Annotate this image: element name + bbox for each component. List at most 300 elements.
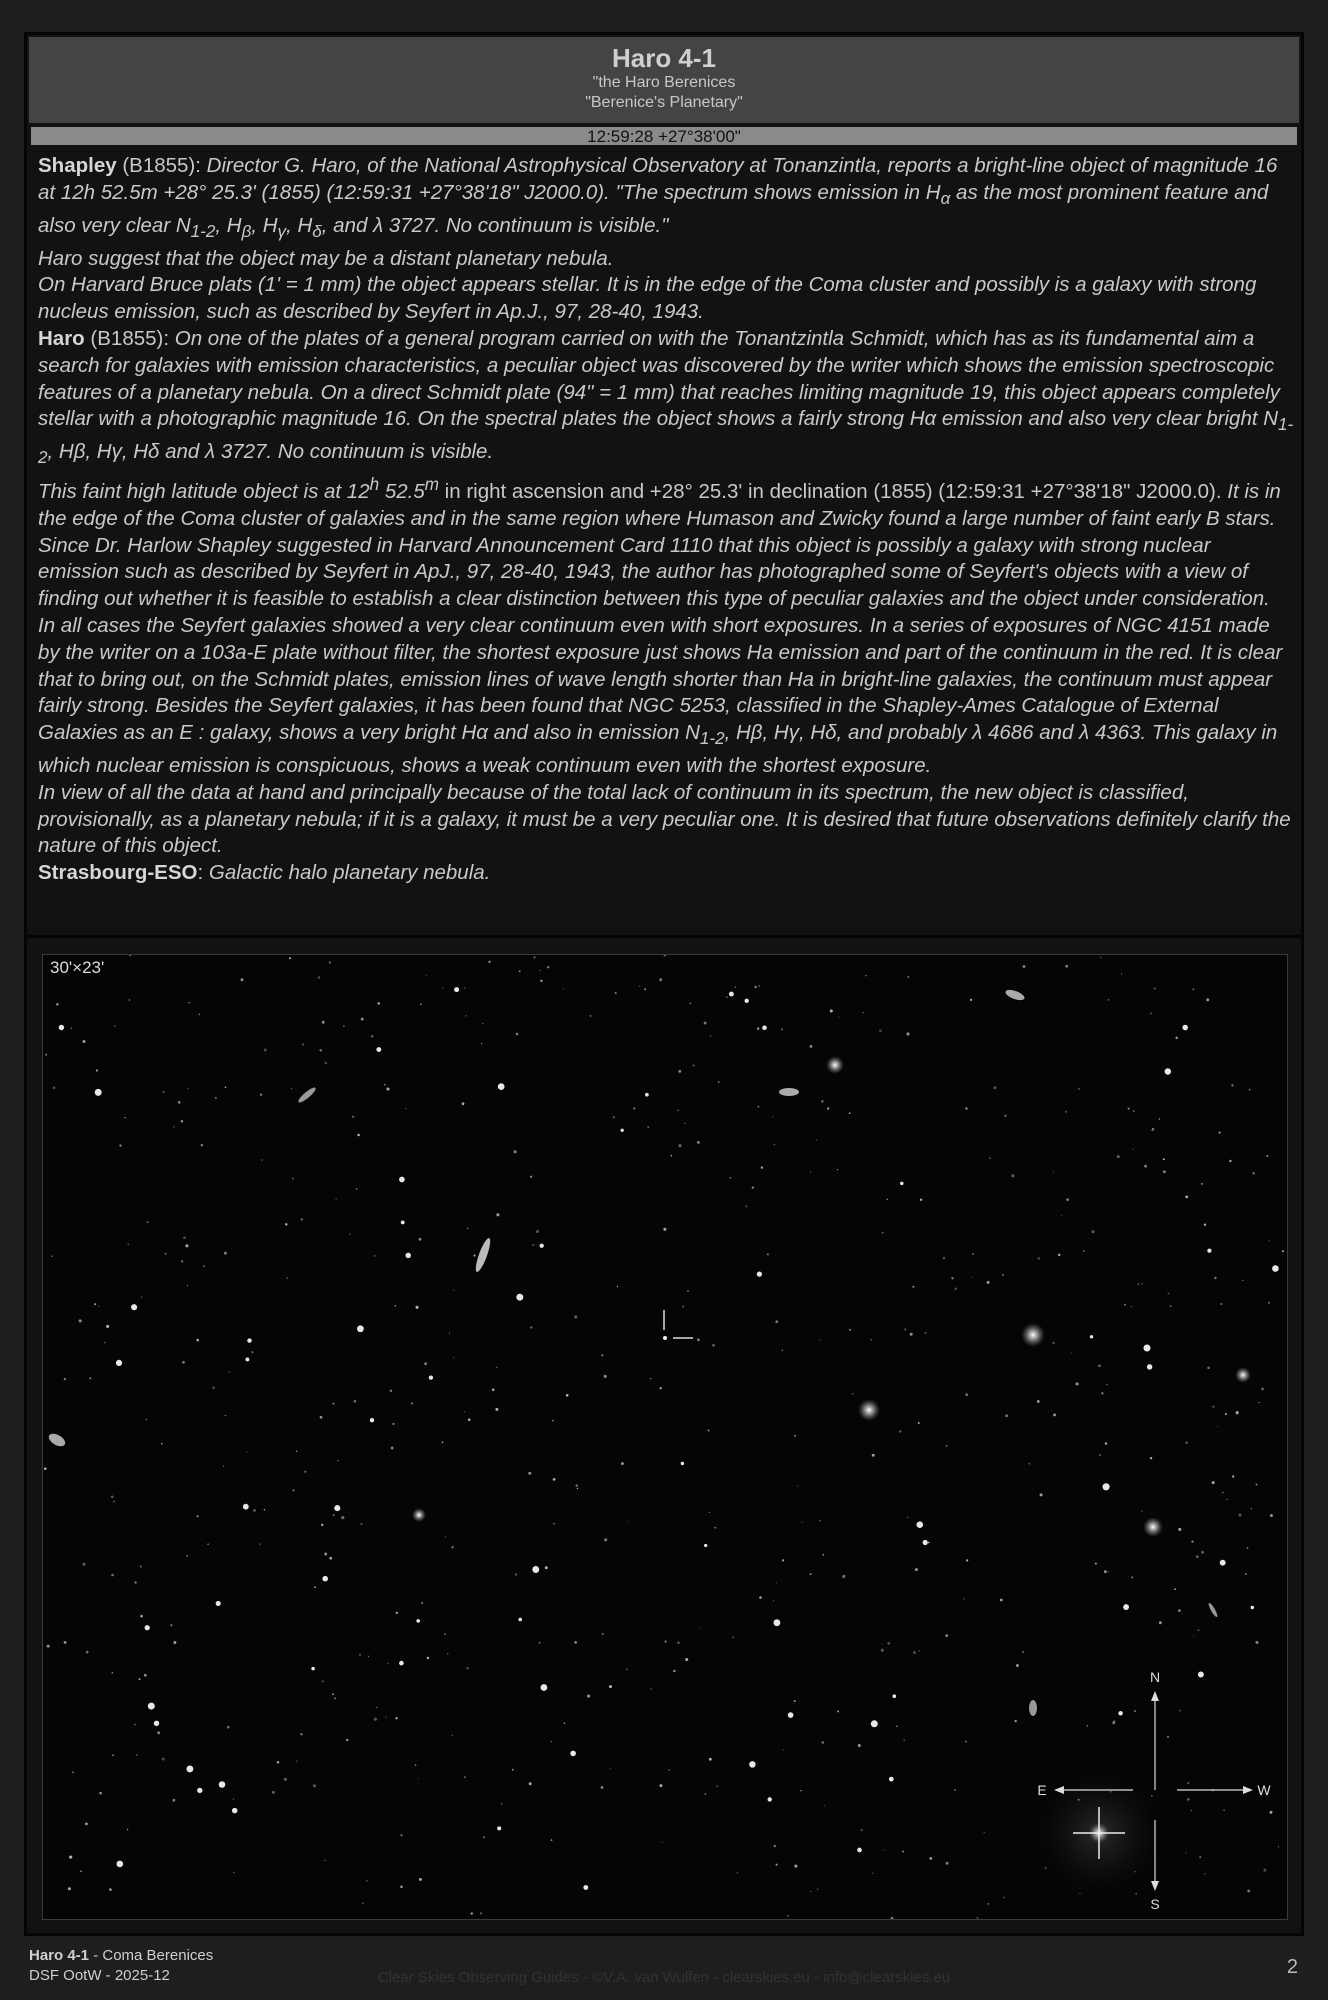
star [919, 1650, 920, 1651]
star [664, 955, 667, 956]
star [516, 1294, 523, 1301]
guide-frame [24, 32, 1304, 1936]
star [787, 1915, 788, 1916]
star [1255, 1641, 1258, 1644]
star [678, 1070, 681, 1073]
compass-south-head [1151, 1881, 1159, 1891]
star [374, 1255, 376, 1257]
star [730, 1177, 731, 1178]
star [861, 1829, 863, 1831]
star [872, 1454, 875, 1457]
compass-w-label: W [1257, 1782, 1271, 1798]
star [224, 1252, 227, 1255]
star [1152, 1128, 1154, 1130]
star [197, 1515, 199, 1517]
star [182, 1361, 185, 1364]
star [385, 1717, 386, 1718]
sub-n12: 1-2 [190, 221, 216, 241]
star [871, 1720, 878, 1727]
star [79, 1319, 82, 1322]
star [1003, 1897, 1005, 1899]
star [881, 1649, 884, 1652]
shapley-text-5: , H [286, 213, 313, 237]
galaxy [1207, 1602, 1218, 1618]
star [716, 1785, 718, 1787]
star [1199, 1856, 1201, 1858]
star [82, 1563, 85, 1566]
star [451, 1546, 454, 1549]
compass-n-label: N [1149, 1669, 1161, 1685]
star [113, 1501, 114, 1502]
star [394, 1305, 396, 1307]
footer-constellation: - Coma Berenices [89, 1947, 214, 1964]
star [1185, 1442, 1188, 1445]
star [802, 1522, 803, 1523]
star [650, 1378, 651, 1379]
sub-beta: β [241, 221, 252, 241]
star [314, 1586, 316, 1588]
star [1124, 1304, 1126, 1306]
star [1175, 1037, 1177, 1039]
star [86, 1651, 89, 1654]
star [989, 1158, 990, 1159]
star [890, 1917, 893, 1919]
star [1185, 1852, 1186, 1853]
star [882, 1232, 883, 1233]
star [186, 1555, 188, 1557]
star [1182, 1025, 1188, 1031]
star [758, 985, 760, 987]
star [44, 1467, 47, 1470]
star [119, 1144, 121, 1146]
star [1121, 973, 1122, 974]
star [540, 970, 541, 971]
star [1128, 1108, 1130, 1110]
star [685, 1658, 688, 1661]
star [633, 1107, 635, 1109]
star [377, 1002, 380, 1005]
star [232, 1808, 238, 1814]
star [292, 1489, 294, 1491]
star [289, 957, 291, 959]
star [400, 1834, 402, 1836]
star [824, 1805, 825, 1806]
star [322, 1021, 325, 1024]
star [140, 1566, 142, 1568]
star [302, 1043, 304, 1045]
star [839, 1016, 840, 1017]
star [334, 1505, 340, 1511]
star [68, 1887, 71, 1890]
star [1191, 1810, 1193, 1812]
star [465, 1015, 467, 1017]
star [1104, 1570, 1107, 1573]
star [80, 1870, 82, 1872]
star [162, 1091, 164, 1093]
star [241, 978, 244, 981]
star [185, 1244, 188, 1247]
star [1004, 1115, 1007, 1118]
star [601, 1354, 603, 1356]
star [627, 1521, 628, 1522]
star [354, 1400, 357, 1403]
star [178, 1101, 181, 1104]
compass-s-label: S [1150, 1896, 1160, 1912]
star [216, 1601, 221, 1606]
star [533, 956, 535, 958]
star [889, 1777, 894, 1782]
star [212, 1386, 215, 1389]
star [907, 976, 909, 978]
star [1141, 1510, 1143, 1512]
star [127, 1829, 128, 1830]
star [822, 1741, 825, 1744]
star [399, 1177, 405, 1183]
star [553, 1478, 556, 1481]
star [887, 1642, 890, 1645]
star [322, 1576, 328, 1582]
star [1212, 1481, 1215, 1484]
star [1201, 1551, 1204, 1554]
star [821, 1100, 823, 1102]
star [196, 1339, 199, 1342]
star [319, 1049, 322, 1052]
star [551, 1839, 553, 1841]
star [173, 1126, 174, 1127]
star [134, 1581, 136, 1583]
star [518, 1618, 522, 1622]
star [1053, 1413, 1056, 1416]
star [528, 1472, 531, 1475]
star [292, 1178, 294, 1180]
star [219, 1781, 226, 1788]
star [393, 1423, 395, 1425]
star [1232, 1475, 1234, 1477]
star [1083, 1250, 1084, 1251]
star [1220, 1303, 1222, 1305]
star [757, 1271, 762, 1276]
star [906, 1032, 909, 1035]
object-title: Haro 4-1 [611, 43, 717, 73]
star [626, 1669, 628, 1671]
star [536, 1230, 539, 1233]
shapley-text-1: Director G. Haro, of the National Astrophysical Observatory at Tonanzintla, reports a bright-line object of magnitude 16 at 12h 52.5m +28° 25.3' (1855) (12:59:31 +27°38'18" J2000.0). "The spectrum shows emission in H [38, 154, 1278, 204]
star [337, 1460, 338, 1461]
star [1076, 1382, 1079, 1385]
star [318, 976, 321, 979]
star [697, 1141, 700, 1144]
star [1118, 1711, 1123, 1716]
star [246, 1451, 247, 1452]
star [1045, 1867, 1047, 1869]
paragraph-5: This faint high latitude object is at 12$^h$ 52.5$^m$ in right ascension and +28° 25.3' in declination (1855) (12:59:31 +27°38'18" J2000.0). It is in the edge of the Coma cluster of galaxies and in the same region where Humason and Zwicky found a large number of faint early B stars. [38, 475, 1281, 530]
star-field-canvas [43, 955, 1287, 1919]
star [837, 1169, 838, 1170]
star [1087, 1725, 1089, 1727]
star [708, 1430, 710, 1432]
star [496, 1366, 498, 1368]
star [1095, 1563, 1097, 1565]
star [621, 1462, 624, 1465]
star [418, 1778, 419, 1779]
star [225, 1086, 227, 1088]
star [1098, 1364, 1101, 1367]
star [794, 1435, 796, 1437]
bright-star [1143, 1517, 1163, 1537]
star [300, 1218, 302, 1220]
star [1071, 1352, 1072, 1353]
star [1052, 1342, 1055, 1345]
star [899, 1430, 901, 1432]
star [794, 1700, 796, 1702]
star [400, 1886, 403, 1889]
star [483, 1836, 485, 1838]
star [1178, 1528, 1181, 1531]
star [496, 1213, 499, 1216]
shapley-text-6: , and λ 3727. No continuum is visible." [321, 213, 669, 237]
star [712, 1344, 715, 1347]
star [1192, 988, 1194, 990]
star [356, 1188, 358, 1190]
star [146, 1419, 148, 1421]
star [488, 961, 490, 963]
star [794, 1865, 797, 1868]
star [111, 1574, 114, 1577]
haro-ref: (B1855): [84, 326, 175, 350]
star [682, 1306, 684, 1308]
star [852, 1393, 854, 1395]
star [116, 1861, 123, 1868]
star [946, 1445, 948, 1447]
star [466, 1667, 469, 1670]
star [710, 1035, 712, 1037]
star [320, 1416, 323, 1419]
star [1133, 1110, 1134, 1111]
star [376, 1047, 381, 1052]
star [966, 1559, 968, 1561]
star [684, 1123, 685, 1124]
star [693, 1065, 695, 1067]
star [781, 1028, 783, 1030]
star [587, 1695, 590, 1698]
star [482, 1023, 483, 1024]
star [228, 1371, 230, 1373]
star [892, 1694, 896, 1698]
star [659, 1784, 662, 1787]
star [576, 1484, 578, 1486]
sub-gamma: γ [277, 221, 287, 241]
star [170, 1624, 172, 1626]
star [681, 1462, 684, 1465]
star [1065, 965, 1068, 968]
star [427, 1657, 429, 1659]
star [291, 1088, 292, 1089]
alias-2: "Berenice's Planetary" [585, 94, 743, 111]
star [849, 1112, 851, 1114]
star [918, 1422, 920, 1424]
star [1231, 1084, 1233, 1086]
star [1206, 998, 1209, 1001]
star [903, 1739, 905, 1741]
star [186, 1765, 193, 1772]
star [162, 1757, 165, 1760]
star [532, 1244, 534, 1246]
star [1135, 1893, 1137, 1895]
star [341, 1516, 344, 1519]
star [359, 1654, 361, 1656]
star [690, 1003, 691, 1004]
star [977, 1917, 979, 1919]
star [530, 1176, 532, 1178]
shapley-label: Shapley [38, 154, 117, 177]
compass-north-head [1151, 1691, 1159, 1701]
star [602, 1633, 604, 1635]
star [529, 1782, 532, 1785]
star [442, 1441, 444, 1443]
star [1174, 1588, 1176, 1590]
star [247, 1338, 251, 1342]
star [464, 1776, 466, 1778]
star [1178, 1609, 1181, 1612]
star [776, 1864, 778, 1866]
star [732, 1636, 734, 1638]
star [1165, 1068, 1171, 1074]
haro-label: Haro [38, 326, 85, 350]
star [140, 1615, 143, 1618]
star [726, 996, 728, 998]
star [820, 1340, 821, 1341]
star [71, 1028, 72, 1029]
star [201, 1144, 204, 1147]
star [1002, 1274, 1004, 1276]
bright-star [1235, 1367, 1251, 1383]
footer-object: Haro 4-1 [29, 1947, 90, 1964]
star [251, 1351, 254, 1354]
star [1225, 1413, 1227, 1415]
star [286, 1277, 287, 1278]
star [1061, 1215, 1062, 1216]
star [1217, 1426, 1218, 1427]
star [264, 1049, 267, 1052]
star [421, 1602, 423, 1604]
star [610, 1768, 611, 1769]
star [772, 1116, 773, 1117]
star [993, 1086, 996, 1089]
star [304, 1471, 306, 1473]
star [574, 1641, 577, 1644]
star [481, 1043, 482, 1044]
star [1106, 1384, 1108, 1386]
star [59, 1025, 64, 1030]
star [910, 1333, 913, 1336]
star [746, 1205, 748, 1207]
star [1193, 1636, 1194, 1637]
star [1238, 1513, 1241, 1516]
star [512, 1769, 514, 1771]
star [419, 1878, 422, 1881]
star [1040, 1493, 1043, 1496]
star [775, 1320, 778, 1323]
star [668, 1769, 670, 1771]
star [1138, 1283, 1139, 1284]
star [1270, 1811, 1273, 1814]
star [173, 1799, 176, 1802]
star [545, 1566, 548, 1569]
star [233, 1872, 234, 1873]
star [473, 1255, 475, 1257]
star [1198, 1672, 1204, 1678]
star [324, 1062, 327, 1065]
star [106, 1325, 109, 1328]
star [1212, 1406, 1214, 1408]
star [154, 1721, 159, 1726]
star [697, 1338, 700, 1341]
star [1163, 1158, 1165, 1160]
star [663, 1228, 666, 1231]
star [1103, 1483, 1110, 1490]
star [1065, 1111, 1067, 1113]
star [987, 1281, 990, 1284]
star [737, 1872, 739, 1874]
star [227, 1726, 230, 1729]
star [376, 1707, 378, 1709]
shapley-text-2: as the most prominent feature and also very clear N [38, 180, 1269, 237]
star [332, 1403, 334, 1405]
star [810, 1045, 813, 1048]
star [333, 1514, 335, 1516]
star [621, 1129, 624, 1132]
galaxy [779, 1088, 799, 1096]
star [368, 1656, 369, 1657]
star [82, 1040, 85, 1043]
star [96, 1069, 98, 1071]
star [233, 1798, 235, 1800]
star [114, 1025, 116, 1027]
star [277, 1761, 280, 1764]
star [346, 1739, 348, 1741]
star [161, 1443, 163, 1445]
star [1113, 1721, 1115, 1723]
star [334, 1697, 336, 1699]
star [574, 1315, 577, 1318]
star [260, 1094, 262, 1096]
star [987, 1903, 989, 1905]
star [374, 1718, 377, 1721]
star [361, 1018, 364, 1021]
star [419, 1238, 422, 1241]
star [1147, 1364, 1152, 1369]
star [1247, 1547, 1249, 1549]
star [819, 1520, 820, 1521]
star [1023, 965, 1026, 968]
star [662, 1842, 663, 1843]
star [782, 1559, 784, 1561]
star [1272, 1265, 1279, 1272]
star [405, 1108, 406, 1109]
star [336, 1198, 337, 1199]
star [902, 1851, 904, 1853]
star [131, 1304, 137, 1310]
star [173, 1641, 176, 1644]
haro-4-1-target [663, 1336, 667, 1340]
star [943, 1257, 945, 1259]
star [515, 1573, 517, 1575]
star [1066, 1198, 1069, 1201]
star [774, 1144, 776, 1146]
star [352, 1116, 354, 1118]
shapley-text-4: , H [251, 213, 278, 237]
star [647, 1126, 649, 1128]
